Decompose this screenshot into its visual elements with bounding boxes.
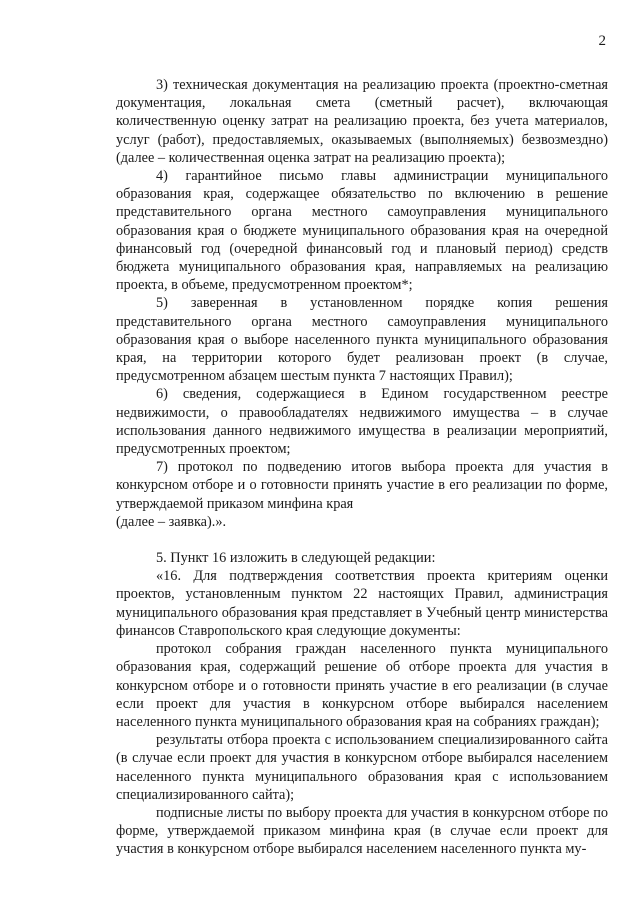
paragraph-results: результаты отбора проекта с использованием специализированного сайта (в случае если проект для участия в конкурсном отборе выбирался населением населенного пункта муниципального образования края с использованием специализированного сайта); (116, 732, 608, 803)
paragraph-zayavka: (далее – заявка).». (116, 513, 227, 530)
paragraph-point-16: «16. Для подтверждения соответствия проекта критериям оценки проектов, установленным пунктом 22 настоящих Правил, администрация муниципального образования края представляет в Учебный центр министерства финансов Ставропольского края следующие документы: (116, 568, 608, 639)
page-number: 2 (598, 33, 606, 49)
paragraph-item-6: 6) сведения, содержащиеся в Едином государственном реестре недвижимости, о правообладателях недвижимого имущества – в случае использования данного недвижимого имущества в реализации мероприятий, предусмотренных проектом; (116, 386, 608, 458)
paragraph-item-3: 3) техническая документация на реализацию проекта (проектно-сметная документация, локальная смета (сметный расчет), включающая количественную оценку затрат на реализацию проекта, без учета материалов, услуг (работ), предоставляемых, оказываемых (выполняемых) безвозмездно) (далее – количественная оценка затрат на реализацию проекта); (116, 77, 608, 166)
paragraph-item-5: 5) заверенная в установленном порядке копия решения представительного органа местного самоуправления муниципального образования края о выборе населенного пункта муниципального образования края, на территории которого будет реализован проект (в случае, предусмотренном абзацем шестым пункта 7 настоящих Правил); (116, 295, 608, 385)
paragraph-protocol: протокол собрания граждан населенного пункта муниципального образования края, содержащий решение об отборе проекта для участия в конкурсном отборе и о готовности принять участие в его реализации (в случае если проект для участия в конкурсном отборе выбирался населением населенного пункта муниципального образования края на собраниях граждан); (116, 641, 608, 730)
section-heading-point-16: 5. Пункт 16 изложить в следующей редакции: (156, 550, 436, 567)
paragraph-item-4: 4) гарантийное письмо главы администрации муниципального образования края, содержащее обязательство по включению в решение представительного органа местного самоуправления муниципального образования края о бюджете муниципального образования края на очередной финансовый год (очередной финансовый год и плановый период) средств бюджета муниципального образования края, направляемых на реализацию проекта, в объеме, предусмотренном проектом*; (116, 168, 608, 294)
paragraph-signature-lists: подписные листы по выбору проекта для участия в конкурсном отборе по форме, утверждаемой приказом минфина края (в случае если проект для участия в конкурсном отборе выбирался населением населенного пункта му- (116, 804, 608, 858)
document-body (116, 76, 608, 859)
paragraph-item-7: 7) протокол по подведению итогов выбора проекта для участия в конкурсном отборе и о готовности принять участие в его реализации по форме, утверждаемой приказом минфина края (116, 459, 608, 512)
